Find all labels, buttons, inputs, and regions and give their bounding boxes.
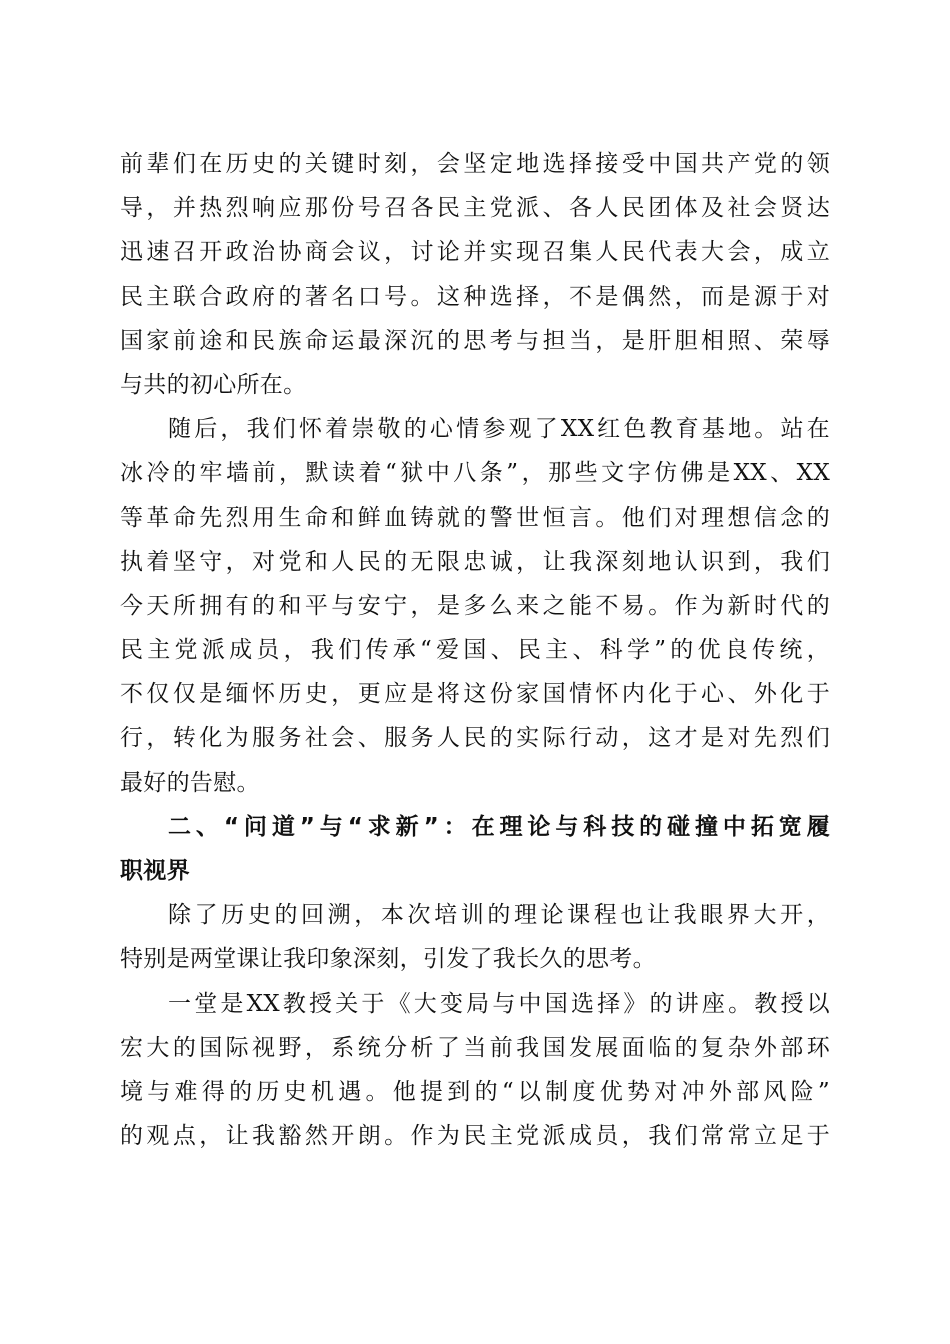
text-line: 行，转化为服务社会、服务人民的实际行动，这才是对先烈们 (120, 725, 830, 752)
text-line: 最好的告慰。 (120, 769, 260, 796)
text-line: 执着坚守，对党和人民的无限忠诚，让我深刻地认识到，我们 (120, 548, 830, 575)
text-line: 民主党派成员，我们传承“爱国、民主、科学”的优良传统， (120, 637, 830, 664)
text-line: 随后，我们怀着崇敬的心情参观了XX红色教育基地。站在 (168, 416, 830, 443)
text-line: 冰冷的牢墙前，默读着“狱中八条”，那些文字仿佛是XX、XX (120, 460, 830, 487)
paragraph-2 (120, 407, 830, 805)
text-line: 与共的初心所在。 (120, 371, 307, 398)
paragraph-4 (120, 982, 830, 1159)
text-line: 等革命先烈用生命和鲜血铸就的警世恒言。他们对理想信念的 (120, 504, 830, 531)
section-heading-2 (120, 805, 830, 893)
text-line: 的观点，让我豁然开朗。作为民主党派成员，我们常常立足于 (120, 1123, 830, 1150)
text-line: 宏大的国际视野，系统分析了当前我国发展面临的复杂外部环 (120, 1034, 830, 1061)
text-line: 除了历史的回溯，本次培训的理论课程也让我眼界大开， (168, 902, 830, 929)
text-line: 前辈们在历史的关键时刻，会坚定地选择接受中国共产党的领 (120, 151, 830, 177)
heading-line: 职视界 (120, 858, 190, 884)
text-line: 导，并热烈响应那份号召各民主党派、各人民团体及社会贤达 (120, 195, 830, 222)
paragraph-1 (120, 142, 830, 407)
text-line: 民主联合政府的著名口号。这种选择，不是偶然，而是源于对 (120, 283, 830, 310)
text-line: 今天所拥有的和平与安宁，是多么来之能不易。作为新时代的 (120, 592, 830, 619)
text-line: 不仅仅是缅怀历史，更应是将这份家国情怀内化于心、外化于 (120, 681, 830, 708)
heading-line: 二、“问道”与“求新”：在理论与科技的碰撞中拓宽履 (168, 813, 830, 840)
text-line: 国家前途和民族命运最深沉的思考与担当，是肝胆相照、荣辱 (120, 327, 830, 354)
text-line: 境与难得的历史机遇。他提到的“以制度优势对冲外部风险” (120, 1078, 830, 1105)
text-line: 特别是两堂课让我印象深刻，引发了我长久的思考。 (120, 946, 656, 973)
text-line: 迅速召开政治协商会议，讨论并实现召集人民代表大会，成立 (120, 239, 830, 266)
document-body (120, 142, 830, 1158)
text-line: 一堂是XX教授关于《大变局与中国选择》的讲座。教授以 (168, 990, 830, 1017)
paragraph-3 (120, 893, 830, 981)
